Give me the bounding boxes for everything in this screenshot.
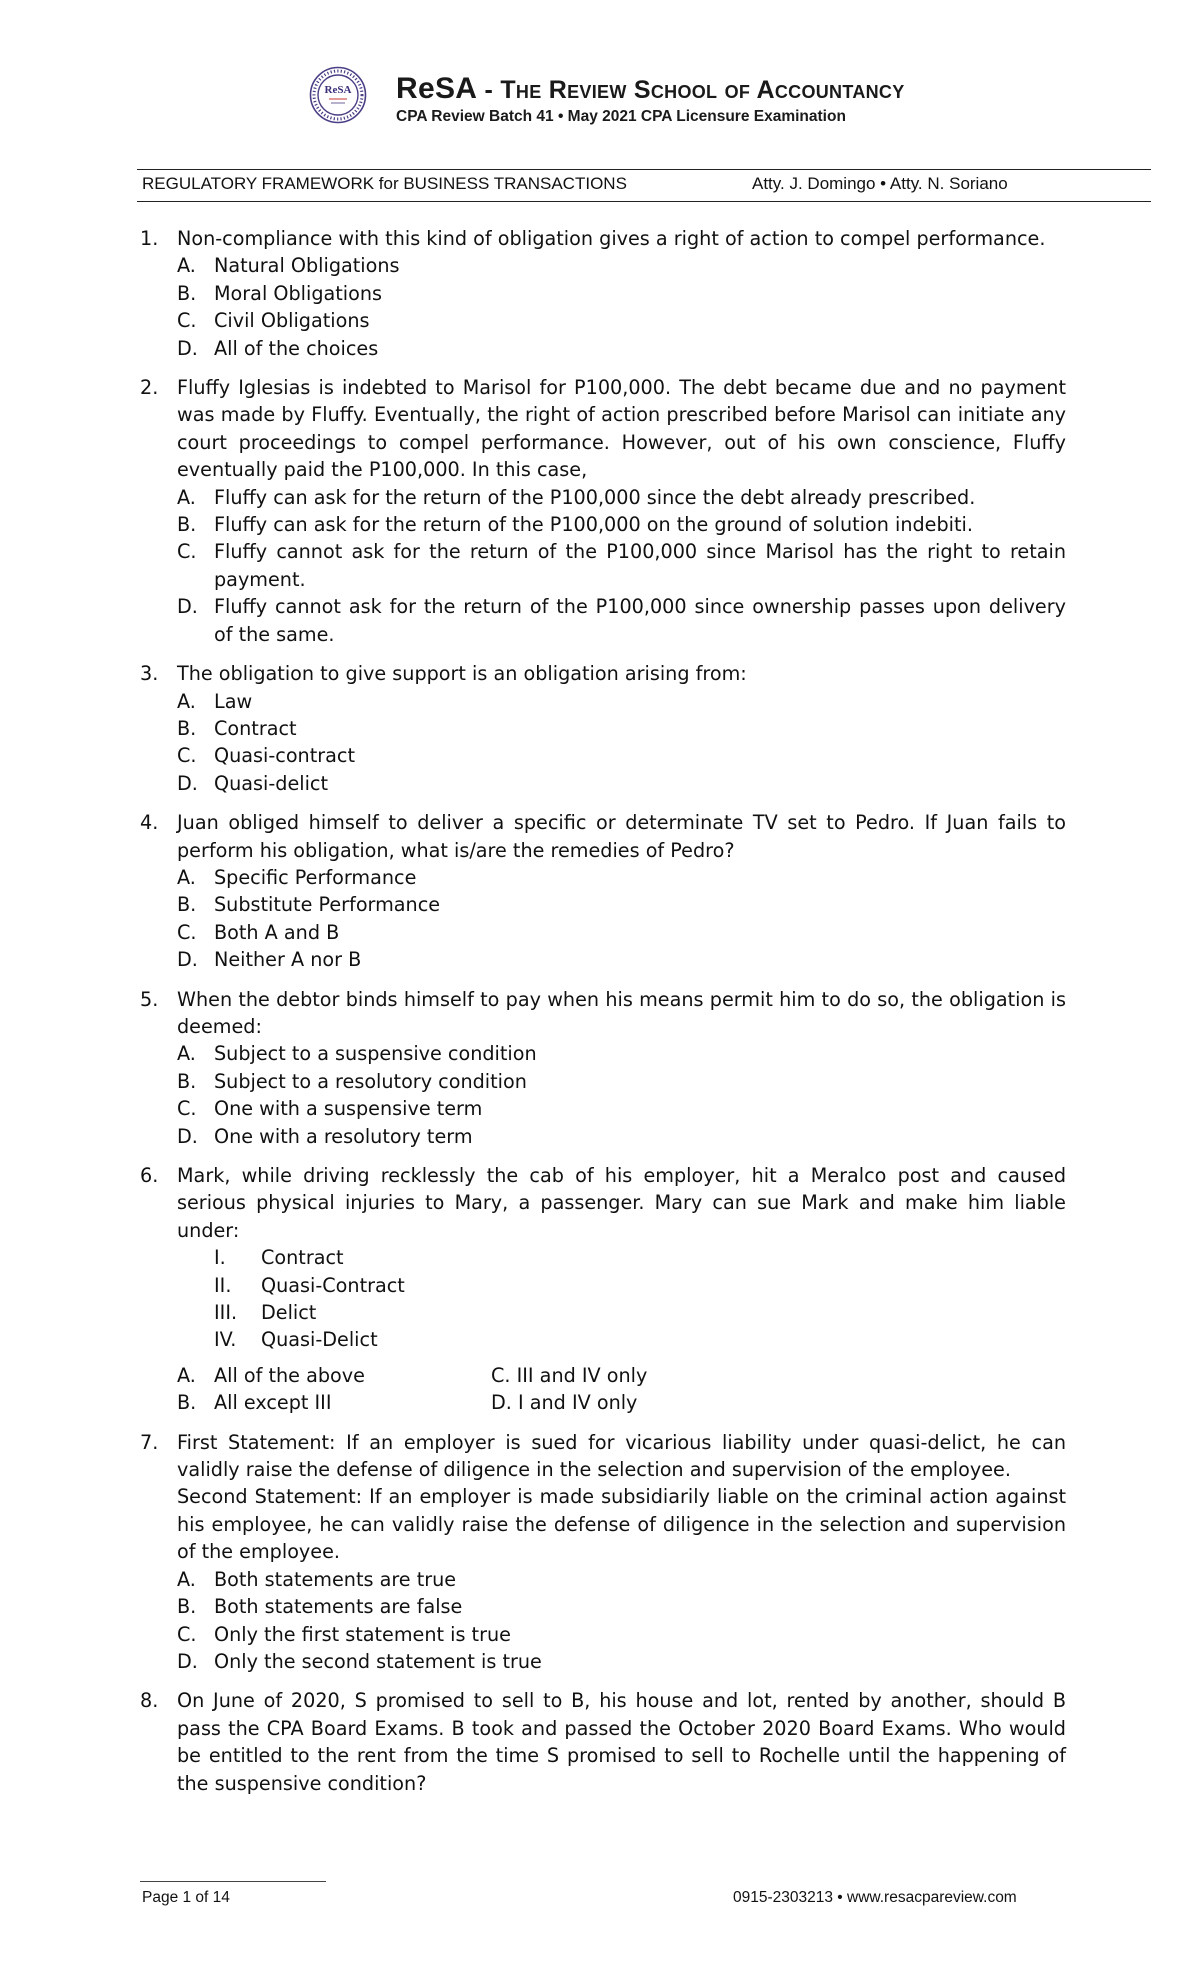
choice-c: C. Quasi-contract	[177, 744, 355, 768]
brand-title	[396, 72, 905, 106]
choice-d: D. Neither A nor B	[177, 948, 362, 972]
choice-c: C. One with a suspensive term	[177, 1097, 483, 1121]
roman-item-2: II. Quasi-Contract	[214, 1273, 405, 1297]
course-instructors: Atty. J. Domingo • Atty. N. Soriano	[752, 174, 1008, 193]
choice-b: B. Contract	[177, 716, 297, 740]
choice-row-ac	[177, 1362, 1066, 1389]
roman-item-3: III. Delict	[214, 1301, 317, 1325]
question-6	[140, 1162, 1066, 1417]
choice-a: A. Natural Obligations	[177, 254, 400, 278]
question-number: 7.	[140, 1430, 159, 1454]
choice-d: D. I and IV only	[491, 1391, 638, 1415]
choice-d: D. All of the choices	[177, 336, 379, 360]
choice-c: C. Fluffy cannot ask for the return of the P100,000 since Marisol has the right to retain payment.	[177, 540, 1066, 591]
question-number: 2.	[140, 376, 159, 400]
question-2	[140, 374, 1066, 648]
roman-item-4: IV. Quasi-Delict	[214, 1328, 378, 1352]
question-list	[140, 225, 1066, 1809]
question-stem: First Statement: If an employer is sued for vicarious liability under quasi-delict, he can validly raise the defense of diligence in the selection and supervision of the employee.	[177, 1430, 1066, 1482]
choice-a: A. Both statements are true	[177, 1567, 457, 1591]
question-stem: Mark, while driving recklessly the cab of his employer, hit a Meralco post and caused serious physical injuries to Mary, a passenger. Mary can sue Mark and make him liable under:	[177, 1164, 1066, 1242]
brand-rest: - The Review School of Accountancy	[477, 76, 905, 104]
footer-rule	[140, 1881, 326, 1882]
brand-subtitle: CPA Review Batch 41 • May 2021 CPA Licensure Examination	[396, 108, 846, 125]
choice-d: D. One with a resolutory term	[177, 1124, 473, 1148]
choice-c: C. Both A and B	[177, 920, 340, 944]
choice-a: A. Fluffy can ask for the return of the P100,000 since the debt already prescribed.	[177, 485, 976, 509]
question-number: 3.	[140, 662, 159, 686]
choice-b: B. Moral Obligations	[177, 281, 383, 305]
question-number: 8.	[140, 1689, 159, 1713]
footer-contact: 0915-2303213 • www.resacpareview.com	[733, 1889, 1017, 1906]
question-4	[140, 809, 1066, 973]
question-3	[140, 660, 1066, 797]
choice-c: C. Only the first statement is true	[177, 1622, 511, 1646]
question-number: 4.	[140, 811, 159, 835]
logo-text: ReSA	[324, 84, 352, 96]
choice-a: A. Specific Performance	[177, 865, 417, 889]
question-8	[140, 1687, 1066, 1797]
roman-item-1: I. Contract	[214, 1246, 344, 1270]
question-number: 1.	[140, 227, 159, 250]
question-7	[140, 1429, 1066, 1676]
question-1	[140, 225, 1066, 362]
question-stem: Fluffy Iglesias is indebted to Marisol for P100,000. The debt became due and no payment was made by Fluffy. Eventually, the right of action prescribed before Marisol can initiate any court proceedings to compel performance. However, out of his own conscience, Fluffy eventually paid the P100,000. In this case,	[177, 376, 1066, 482]
page-number: Page 1 of 14	[142, 1889, 230, 1906]
choice-d: D. Only the second statement is true	[177, 1649, 542, 1673]
question-number: 5.	[140, 987, 159, 1011]
choice-row-bd	[177, 1389, 1066, 1416]
question-5	[140, 986, 1066, 1150]
question-stem: The obligation to give support is an obligation arising from:	[177, 662, 747, 686]
question-stem: Non-compliance with this kind of obligation gives a right of action to compel performance.	[177, 227, 1046, 250]
choice-a: A. Law	[177, 689, 253, 713]
question-stem: Juan obliged himself to deliver a specific or determinate TV set to Pedro. If Juan fails to perform his obligation, what is/are the remedies of Pedro?	[177, 811, 1066, 862]
choice-c: C. Civil Obligations	[177, 309, 370, 333]
question-stem: On June of 2020, S promised to sell to B, his house and lot, rented by another, should B pass the CPA Board Exams. B took and passed the October 2020 Board Exams. Who would be entitled to the rent from the time S promised to sell to Rochelle until the happening of the suspensive condition?	[177, 1689, 1066, 1795]
header-rule-bottom	[137, 201, 1151, 202]
choice-b: B. Both statements are false	[177, 1595, 463, 1619]
choice-b: B. Subject to a resolutory condition	[177, 1069, 527, 1093]
course-subject: REGULATORY FRAMEWORK for BUSINESS TRANSACTIONS	[142, 174, 627, 193]
choice-b: B. Fluffy can ask for the return of the P100,000 on the ground of solution indebiti.	[177, 513, 973, 537]
choice-a: A. Subject to a suspensive condition	[177, 1042, 537, 1066]
question-stem: When the debtor binds himself to pay when his means permit him to do so, the obligation is deemed:	[177, 987, 1066, 1038]
brand-main: ReSA	[396, 72, 478, 105]
choice-b: B. Substitute Performance	[177, 893, 441, 917]
choice-b: B. All except III	[177, 1391, 332, 1415]
choice-d: D. Quasi-delict	[177, 771, 328, 795]
header-rule-top	[137, 169, 1151, 170]
choice-d: D. Fluffy cannot ask for the return of the P100,000 since ownership passes upon delivery of the same.	[177, 595, 1066, 646]
question-stem-2: Second Statement: If an employer is made subsidiarily liable on the criminal action against his employee, he can validly raise the defense of diligence in the selection and supervision of the employee.	[177, 1485, 1066, 1564]
choice-a: A. All of the above	[177, 1363, 365, 1387]
choice-c: C. III and IV only	[491, 1363, 648, 1387]
question-number: 6.	[140, 1164, 159, 1187]
resa-seal-icon	[309, 66, 367, 124]
